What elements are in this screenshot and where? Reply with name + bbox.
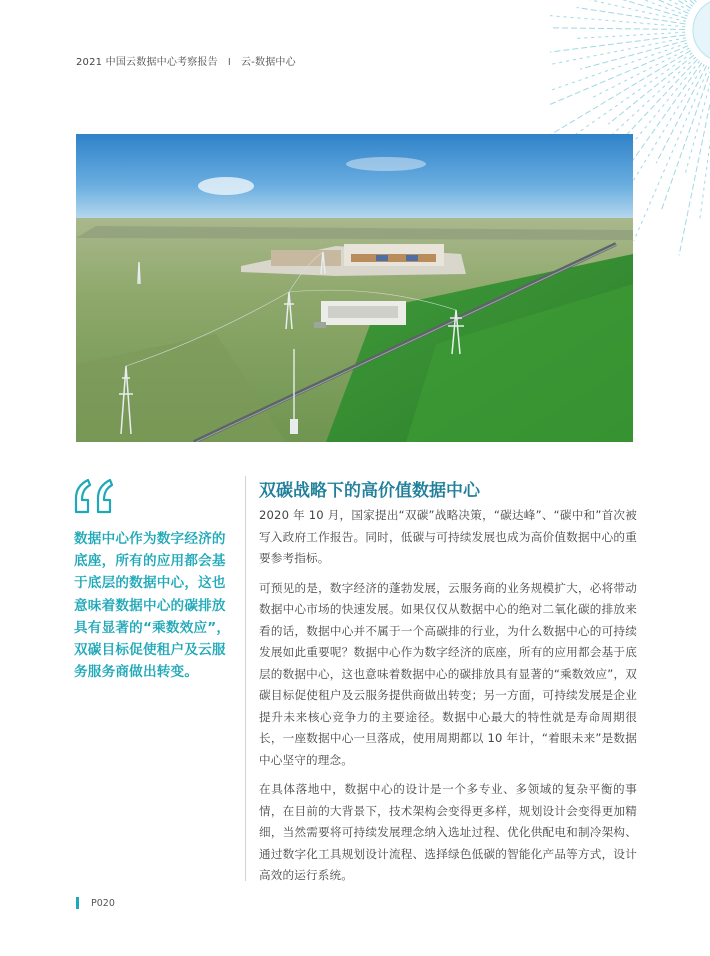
report-title: 2021 中国云数据中心考察报告 [76, 57, 218, 68]
article-body [259, 505, 637, 895]
page-number: P020 [91, 897, 115, 909]
paragraph: 在具体落地中，数据中心的设计是一个多专业、多领域的复杂平衡的事情，在目前的大背景下，技术架构会变得更多样，规划设计会变得更加精细，当然需要将可持续发展理念纳入选址过程、优化供配电和制冷架构、通过数字化工具规划设计流程、选择绿色低碳的智能化产品等方式，设计高效的运行系统。 [259, 782, 637, 882]
aerial-datacenter-photo [76, 134, 633, 442]
quote-mark-icon [74, 478, 114, 514]
paragraph: 2020 年 10 月，国家提出“双碳”战略决策，“碳达峰”、“碳中和”首次被写入政府工作报告。同时，低碳与可持续发展也成为高价值数据中心的重要参考指标。 [259, 508, 637, 565]
header-separator: I [227, 57, 231, 68]
paragraph: 可预见的是，数字经济的蓬勃发展，云服务商的业务规模扩大，必将带动数据中心市场的快速发展。如果仅仅从数据中心的绝对二氧化碳的排放来看的话，数据中心并不属于一个高碳排的行业，为什么数据中心的可持续发展如此重要呢？数据中心作为数字经济的底座，所有的应用都会基于底层的数据中心，这也意味着数据中心的碳排放具有显著的“乘数效应”，双碳目标促使租户及云服务提供商做出转变；另一方面，可持续发展是企业提升未来核心竞争力的主要途径。数据中心最大的特性就是寿命周期很长，一座数据中心一旦落成，使用周期都以 10 年计，“着眼未来”是数据中心坚守的理念。 [259, 580, 637, 767]
header-section: 云-数据中心 [240, 57, 296, 68]
folio-accent-bar [76, 897, 79, 909]
page-footer [76, 897, 115, 909]
pull-quote: 数据中心作为数字经济的底座，所有的应用都会基于底层的数据中心，这也意味着数据中心的碳排放具有显著的“乘数效应”，双碳目标促使租户及云服务服务商做出转变。 [74, 531, 231, 681]
running-header [76, 53, 296, 68]
section-title: 双碳战略下的高价值数据中心 [259, 481, 480, 501]
column-divider [245, 476, 246, 881]
